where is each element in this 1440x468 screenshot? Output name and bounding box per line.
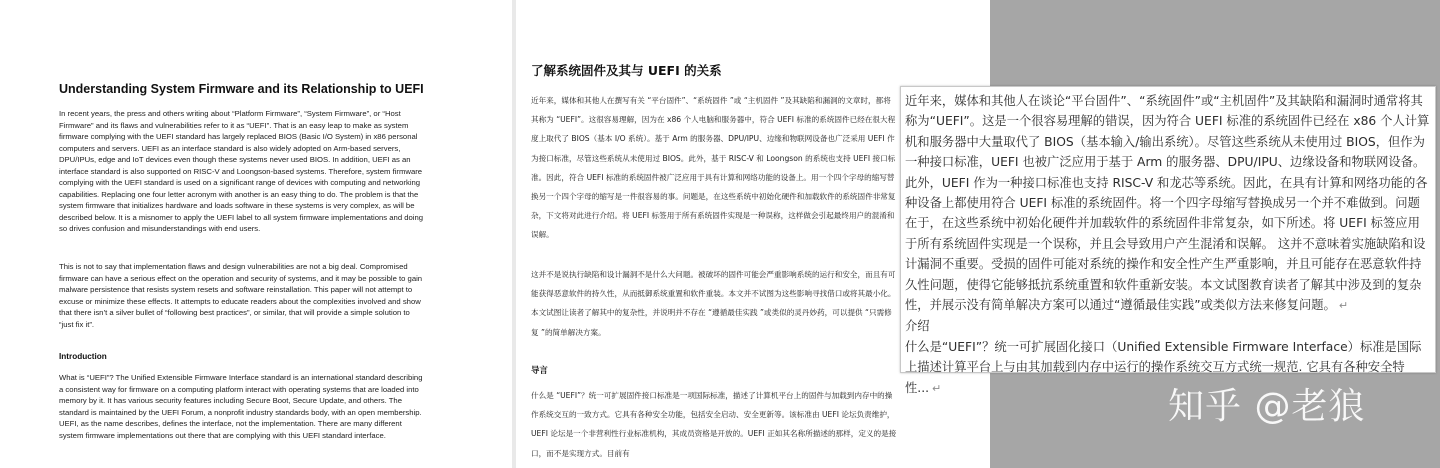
translation-paragraph-2-text: 什么是“UEFI”？统一可扩展固化接口（Unified Extensible Firmware Interface）标准是国际上描述计算平台上与由其加载到内存中运行的操作系统交互方式统一规范. 它具有各种安全特性... <box>905 339 1422 395</box>
chinese-paragraph-2: 这并不是说执行缺陷和设计漏洞不是什么大问题。被破坏的固件可能会严重影响系统的运行和安全，而且有可能获得恶意软件的持久性，从而抵御系统重置和软件重装。本文并不试图为这些影响寻找借口或将其最小化。本文试图让读者了解其中的复杂性，并说明并不存在 “遵循最佳实践 ”或类似的灵丹妙药，可以提供 “只需修复 ”的简单解决方案。 <box>531 270 896 337</box>
english-paragraph-1: In recent years, the press and others writing about “Platform Firmware”, “System Firmware”, or “Host Firmware” and its flaws and vulnerabilities refer to it as “UEFI”. That is an easy leap to make as system firmware complying with the UEFI standard has largely replaced BIOS (Basic I/O System) in x86 personal computers and servers. UEFI as an interface standard is also widely adopted on Arm-based servers, DPU/IPUs, edge and IoT devices even though these systems never used BIOS. In addition, UEFI as an interface standard is also supported on RISC-V and Loongson-based systems. Therefore, system firmware complying with the UEFI standard is used on a significant range of devices with computing and networking capabilities. Replacing one four letter acronym with another is an easy thing to do. The problem is that the system firmware that initializes hardware and loads software in these systems is very complex, as will be described below. It is a misnomer to apply the UEFI label to all system firmware implementations and doing so drives confusion and misunderstandings with end users. <box>59 109 424 234</box>
return-mark-icon: ↵ <box>932 381 942 395</box>
english-title: Understanding System Firmware and its Relationship to UEFI <box>59 82 424 96</box>
chinese-introduction-heading: 导言 <box>531 365 548 375</box>
chinese-paragraph-1: 近年来，媒体和其他人在撰写有关 “平台固件”、“系统固件 ”或 “主机固件 ”及其缺陷和漏洞的文章时，都将其称为 “UEFI”。这很容易理解，因为在 x86 个人电脑和服务器中，符合 UEFI 标准的系统固件已经在很大程度上取代了 BIOS（基本 I/O 系统）。基于 Arm 的服务器、DPU/IPU、边缘和物联网设备也广泛采用 UEFI 作为接口标准，尽管这些系统从未使用过 BIOS。此外，基于 RISC-V 和 Loongson 的系统也支持 UEFI 接口标准。因此，符合 UEFI 标准的系统固件被广泛应用于具有计算和网络功能的设备上。用一个四个字母的缩写替换另一个四个字母的缩写是一件很容易的事。问题是，在这些系统中初始化硬件和加载软件的系统固件非常复杂，下文将对此进行介绍。将 UEFI 标签用于所有系统固件实现是一种误称，这样做会引起最终用户的混淆和误解。 <box>531 96 896 240</box>
translation-paragraph-1-text: 近年来，媒体和其他人在谈论“平台固件”、“系统固件”或“主机固件”及其缺陷和漏洞时通常将其称为“UEFI”。这是一个很容易理解的错误，因为符合 UEFI 标准的系统固件已经在 x86 个人计算机和服务器中大量取代了 BIOS（基本输入/输出系统）。尽管这些系统从未使用过 BIOS，但作为一种接口标准，UEFI 也被广泛应用于基于 Arm 的服务器、DPU/IPU、边缘设备和物联网设备。此外，UEFI 作为一种接口标准也支持 RISC-V 和龙芯等系统。因此，在具有计算和网络功能的各种设备上都使用符合 UEFI 标准的系统固件。将一个四字母缩写替换成另一个并不难做到。问题在于，在这些系统中初始化硬件并加载软件的系统固件非常复杂，如下所述。将 UEFI 标签应用于所有系统固件实现是一个误称，并且会导致用户产生混淆和误解。 这并不意味着实施缺陷和设计漏洞不重要。受损的固件可能对系统的操作和安全性产生严重影响，并且可能存在恶意软件持久性问题，使得它能够抵抗系统重置和软件重新安装。本文试图教育读者了解其中涉及到的复杂性，并展示没有简单解决方案可以通过“遵循最佳实践”或类似方法来修复问题。 <box>905 94 1430 313</box>
return-mark-icon: ↵ <box>1338 299 1349 313</box>
translation-heading: 介绍 <box>905 319 930 334</box>
english-paragraph-2: This is not to say that implementation flaws and design vulnerabilities are not a big deal. Compromised firmware can have a serious effect on the operation and security of systems, and it may be possible to gain malware persistence that resists system resets and software reinstallation. This paper will not attempt to excuse or minimize these effects. It attempts to educate readers about the complexities involved and show that there isn’t a silver bullet of “following best practices”, or similar, that will provide a simple solution to “just fix it”. <box>59 262 423 329</box>
chinese-title: 了解系统固件及其与 UEFI 的关系 <box>531 63 722 78</box>
english-introduction-heading: Introduction <box>59 352 107 361</box>
translation-paragraph-1 <box>905 91 1432 316</box>
english-paragraph-3: What is “UEFI”? The Unified Extensible Firmware Interface standard is an international standard describing a consistent way for firmware on a computing platform interact with operating systems that are loaded into memory by it. It has various security features including Secure Boot, Secure Update, and others. The standard is maintained by the UEFI Forum, a nonprofit industry standards body, with an open membership. UEFI, as the name describes, defines the interface, not the implementation. There are many different system firmware implementations out there that are complying with this UEFI standard interface. <box>59 373 423 440</box>
zhihu-watermark: 知乎 @老狼 <box>1168 386 1366 427</box>
chinese-paragraph-3: 什么是 “UEFI”？统一可扩展固件接口标准是一项国际标准，描述了计算机平台上的固件与加载到内存中的操作系统交互的一致方式。它具有各种安全功能，包括安全启动、安全更新等。该标准由 UEFI 论坛负责维护，UEFI 论坛是一个非营利性行业标准机构，其成员资格是开放的。UEFI 正如其名称所描述的那样，定义的是接口，而不是实现方式。目前有 <box>531 391 897 458</box>
translation-text-box[interactable] <box>900 86 1436 395</box>
